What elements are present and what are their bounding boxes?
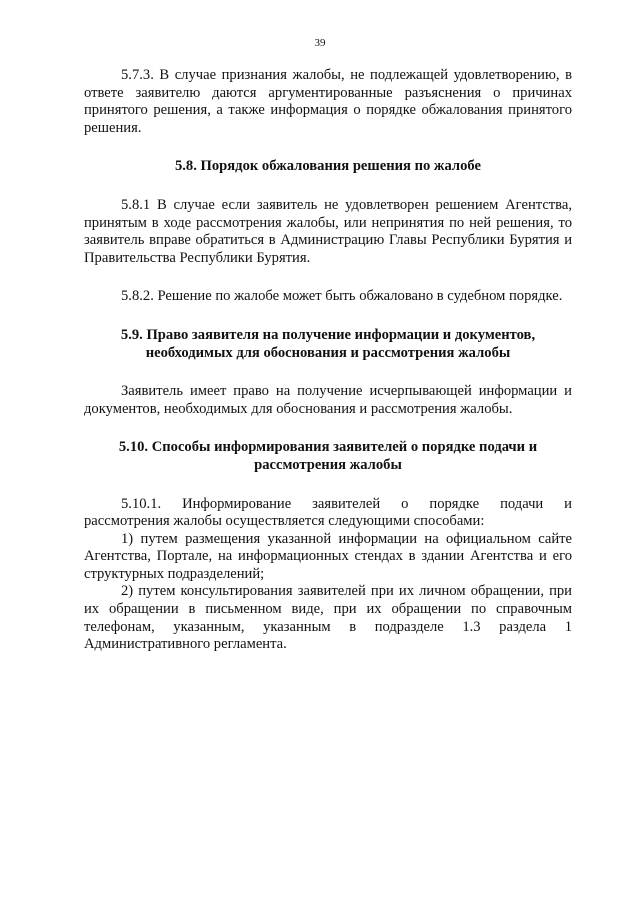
heading-5-10-line-1: 5.10. Способы информирования заявителей о порядке подачи и xyxy=(118,439,538,456)
list-item-2: 2) путем консультирования заявителей при их личном обращении, при их обращении в письменном виде, при их обращении по справочным телефонам, указанным, указанным в подразделе 1.3 раздела 1 Административного регламента. xyxy=(84,583,572,653)
paragraph-5-10-1-continuation: рассмотрения жалобы осуществляется следующими способами: xyxy=(84,513,485,530)
paragraph-5-9: Заявитель имеет право на получение исчерпывающей информации и документов, необходимых для обоснования и рассмотрения жалобы. xyxy=(84,383,572,417)
list-item-1: 1) путем размещения указанной информации на официальном сайте Агентства, Портале, на информационных стендах в здании Агентства и его структурных подразделений; xyxy=(84,530,572,582)
page-number: 39 xyxy=(314,37,326,49)
paragraph-5-8-2: 5.8.2. Решение по жалобе может быть обжаловано в судебном порядке. xyxy=(121,288,563,305)
heading-5-10 xyxy=(84,439,572,474)
heading-5-9 xyxy=(84,327,572,362)
heading-5-10-line-2: рассмотрения жалобы xyxy=(254,456,402,473)
heading-5-9-line-1: 5.9. Право заявителя на получение информации и документов, xyxy=(120,326,536,343)
heading-5-8: 5.8. Порядок обжалования решения по жалобе xyxy=(174,158,481,175)
page-content xyxy=(84,67,572,654)
paragraph-5-10-1-first-line: 5.10.1. Информирование заявителей о порядке подачи и xyxy=(121,495,572,512)
paragraph-5-7-3: 5.7.3. В случае признания жалобы, не подлежащей удовлетворению, в ответе заявителю даются аргументированные разъяснения о причинах принятого решения, а также информация о порядке обжалования принятого решения. xyxy=(84,67,572,136)
paragraph-5-8-1: 5.8.1 В случае если заявитель не удовлетворен решением Агентства, принятым в ходе рассмотрения жалобы, или непринятия по ней решения, то заявитель вправе обратиться в Администрацию Главы Республики Бурятия и Правительства Республики Бурятия. xyxy=(84,196,572,266)
heading-5-9-line-2: необходимых для обоснования и рассмотрения жалобы xyxy=(145,344,511,361)
